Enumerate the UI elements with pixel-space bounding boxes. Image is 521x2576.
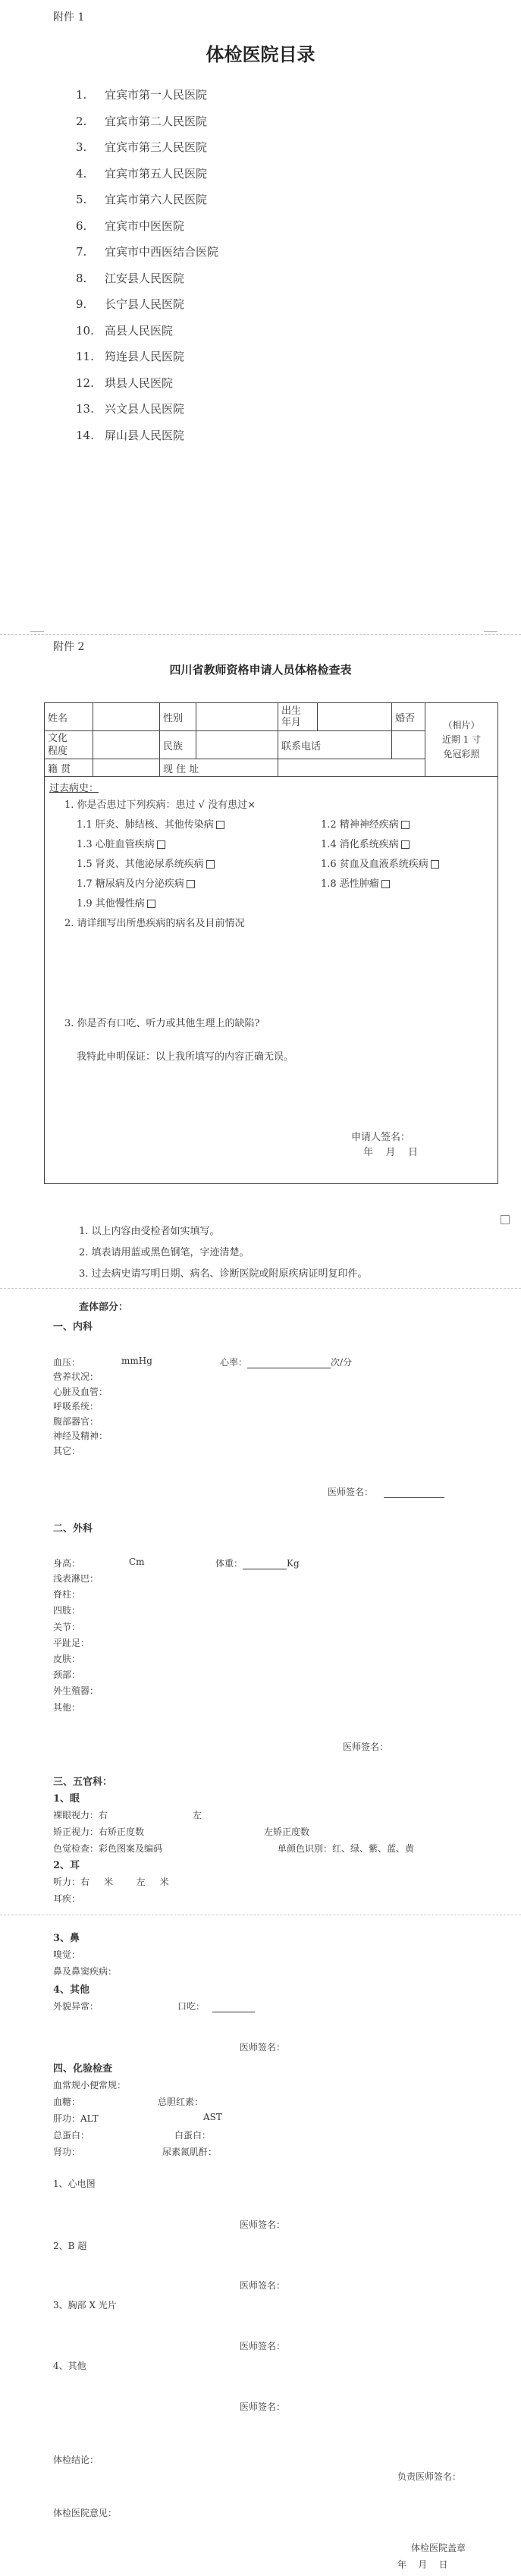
height-row: 身高： [53, 1558, 81, 1569]
exam-field: 四肢： [53, 1605, 81, 1616]
corrected-vision-left: 左矫正度数 [264, 1827, 310, 1837]
hospital-item [76, 344, 218, 370]
page-title: 体检医院目录 [206, 44, 315, 65]
hospital-item [76, 396, 218, 423]
hospital-item [76, 187, 218, 213]
exam-field: 其他： [53, 1701, 81, 1713]
hospital-name: 宜宾市第六人民医院 [105, 193, 208, 206]
chief-doctor-sign: 负责医师签名： [397, 2471, 462, 2482]
hospital-number: 9. [76, 297, 87, 311]
hospital-item [76, 291, 218, 318]
history-item: 1.6 贫血及血液系统疾病 [321, 856, 439, 870]
other-exam: 4、其他 [53, 2361, 86, 2371]
height-unit: Cm [129, 1557, 145, 1567]
ear-disease: 耳疾： [53, 1893, 81, 1904]
hospital-number: 8. [76, 271, 87, 285]
other-doctor-sign: 医师签名： [240, 2402, 286, 2412]
signature-line[interactable] [384, 1497, 444, 1498]
exam-form-table [44, 702, 498, 1184]
ear-title: 2、耳 [53, 1860, 80, 1871]
exam-field: 平趾足： [53, 1637, 90, 1648]
marriage-label: 婚否 [392, 703, 425, 731]
exam-field: 颈部： [53, 1670, 81, 1681]
blood-sugar: 血糖： [53, 2097, 81, 2107]
hospital-number: 6. [76, 218, 87, 233]
hospital-name: 宜宾市第二人民医院 [105, 114, 208, 128]
internal-doctor-sign: 医师签名： [328, 1485, 444, 1498]
eye-title: 1、眼 [53, 1793, 80, 1805]
surgery-doctor-sign: 医师签名： [343, 1742, 389, 1752]
hospital-number: 4. [76, 166, 87, 181]
conclusion: 体检结论： [53, 2455, 99, 2465]
ethnicity-field[interactable] [196, 731, 278, 759]
exam-field: 浅表淋巴： [53, 1573, 99, 1584]
history-item: 1.4 消化系统疾病 [321, 836, 410, 850]
bp-unit: mmHg [121, 1356, 152, 1366]
checkbox[interactable] [157, 840, 165, 849]
checkbox[interactable] [147, 900, 155, 908]
ast: AST [203, 2112, 222, 2122]
page-corner-mark [484, 631, 497, 634]
history-question-2: 2. 请详细写出所患疾病的病名及目前情况 [64, 918, 245, 929]
history-item: 1.5 肾炎、其他泌尿系统疾病 [77, 856, 215, 870]
seal-date: 年 月 日 [397, 2559, 448, 2570]
other-title: 4、其他 [53, 1984, 90, 1996]
sinus: 鼻及鼻窦疾病： [53, 1966, 118, 1977]
hospital-number: 1. [76, 88, 87, 102]
applicant-date: 年 月 日 [363, 1147, 419, 1158]
exam-heading: 查体部分： [79, 1302, 129, 1313]
hospital-item [76, 265, 218, 292]
hospital-name: 筠连县人民医院 [105, 350, 185, 363]
birth-label: 出生 年月 [278, 703, 318, 731]
hospital-item [76, 161, 218, 187]
hospital-opinion: 体检医院意见： [53, 2508, 118, 2518]
history-item: 1.2 精神神经疾病 [321, 816, 410, 831]
checkbox[interactable] [401, 821, 410, 829]
single-color: 单颜色识别：红、绿、紫、蓝、黄 [278, 1843, 415, 1854]
bp-row: 血压： [53, 1357, 81, 1368]
hospital-name: 高县人民医院 [105, 323, 174, 338]
xray-doctor-sign: 医师签名： [240, 2341, 286, 2351]
nose-title: 3、鼻 [53, 1933, 80, 1944]
address-label: 现 住 址 [160, 759, 278, 777]
photo-box: （相片） 近期 1 寸 免冠彩照 [425, 703, 498, 777]
exam-field: 皮肤： [53, 1654, 81, 1664]
checkbox[interactable] [381, 880, 390, 888]
applicant-sign-label: 申请人签名： [351, 1132, 411, 1143]
hearing: 听力：右 米 左 米 [53, 1877, 169, 1887]
hospital-number: 3. [76, 140, 87, 154]
name-field[interactable] [93, 703, 160, 731]
exam-field: 心脏及血管： [53, 1386, 108, 1397]
checkbox[interactable] [431, 860, 439, 869]
weight-row: 体重： Kg [215, 1558, 300, 1569]
hospital-item [76, 82, 218, 108]
phone-label: 联系电话 [278, 731, 392, 759]
hospital-name: 兴文县人民医院 [105, 402, 185, 416]
history-item: 1.7 糖尿病及内分泌疾病 [77, 875, 195, 890]
ecg-doctor-sign: 医师签名： [240, 2219, 286, 2230]
hospital-seal: 体检医院盖章 [411, 2543, 466, 2553]
urea: 尿素氮肌酐： [162, 2147, 218, 2157]
education-field[interactable] [93, 731, 160, 759]
senses-title: 三、五官科： [53, 1776, 113, 1788]
phone-field[interactable] [392, 731, 425, 759]
birth-field[interactable] [318, 703, 392, 731]
hospital-name: 珙县人民医院 [105, 375, 174, 390]
page-break [0, 634, 521, 635]
hr-row: 心率： 次/分 [220, 1357, 353, 1368]
albumin: 白蛋白： [174, 2130, 212, 2141]
exam-field: 腹部器官： [53, 1415, 99, 1427]
exam-field: 营养状况： [53, 1371, 99, 1382]
smell: 嗅觉： [53, 1949, 81, 1960]
bilirubin: 总胆红素： [158, 2097, 204, 2107]
hospital-number: 2. [76, 114, 87, 128]
checkbox[interactable] [216, 821, 224, 829]
hospital-name: 长宁县人民医院 [105, 297, 185, 311]
hospital-name: 宜宾市第一人民医院 [105, 88, 208, 102]
exam-field: 神经及精神： [53, 1431, 108, 1441]
hospital-name: 江安县人民医院 [105, 271, 185, 285]
stutter-row: 口吃： [177, 2000, 255, 2012]
kidney-function: 肾功： [53, 2147, 81, 2157]
hospital-number: 7. [76, 245, 87, 259]
liver-function: 肝功：ALT [53, 2113, 99, 2124]
naked-vision: 裸眼视力：右 [53, 1810, 108, 1820]
note: 2. 填表请用蓝或黑色钢笔，字迹清楚。 [79, 1247, 250, 1258]
checkbox[interactable] [401, 840, 410, 849]
hospital-name: 宜宾市中西医结合医院 [105, 245, 219, 259]
hospital-list [76, 82, 218, 448]
hospital-item [76, 423, 218, 449]
note: 3. 过去病史请写明日期、病名、诊断医院或附原疾病证明复印件。 [79, 1268, 368, 1280]
history-item: 1.9 其他慢性病 [77, 895, 155, 909]
page-corner-mark [30, 631, 44, 634]
total-protein: 总蛋白： [53, 2130, 90, 2141]
bscan: 2、B 超 [53, 2241, 87, 2251]
history-item: 1.1 肝炎、肺结核、其他传染病 [77, 816, 224, 831]
hospital-name: 宜宾市第三人民医院 [105, 140, 208, 154]
page-break [0, 1288, 521, 1289]
hospital-number: 10. [76, 323, 94, 338]
hospital-item [76, 134, 218, 161]
address-field[interactable] [278, 759, 425, 777]
education-label: 文化 程度 [45, 731, 93, 759]
ecg: 1、心电图 [53, 2179, 96, 2189]
bscan-doctor-sign: 医师签名： [240, 2280, 286, 2291]
native-field[interactable] [93, 759, 160, 777]
internal-title: 一、内科 [53, 1321, 93, 1333]
table-resize-handle[interactable] [501, 1215, 510, 1224]
senses-doctor-sign: 医师签名： [240, 2042, 286, 2053]
history-heading: 过去病史： [49, 783, 99, 794]
name-label: 姓名 [45, 703, 93, 731]
corrected-vision: 矫正视力：右矫正度数 [53, 1827, 145, 1837]
hospital-number: 5. [76, 193, 87, 206]
gender-label: 性别 [160, 703, 196, 731]
exam-field: 其它： [53, 1445, 81, 1456]
native-label: 籍 贯 [45, 759, 93, 777]
lab-routine: 血常规小便常规： [53, 2080, 127, 2091]
hospital-number: 13. [76, 402, 94, 416]
hospital-number: 11. [76, 350, 94, 363]
annex2-label: 附件 2 [53, 641, 85, 653]
naked-vision-left: 左 [193, 1810, 202, 1820]
surgery-title: 二、外科 [53, 1523, 93, 1535]
annex1-label: 附件 1 [53, 11, 85, 24]
exam-field: 外生殖器： [53, 1685, 99, 1697]
history-question-3: 3. 你是否有口吃、听力或其他生理上的缺陷? [64, 1018, 260, 1029]
hospital-number: 14. [76, 428, 94, 442]
hospital-item [76, 213, 218, 240]
checkbox[interactable] [187, 880, 195, 888]
hospital-item [76, 370, 218, 397]
hospital-name: 宜宾市中医医院 [105, 218, 185, 233]
lab-title: 四、化验检查 [53, 2063, 113, 2075]
face-abnormal: 外貌异常： [53, 2001, 99, 2012]
exam-field: 脊柱： [53, 1589, 81, 1601]
checkbox[interactable] [206, 860, 215, 869]
hospital-item [76, 239, 218, 265]
hospital-name: 屏山县人民医院 [105, 428, 185, 442]
color-vision: 色觉检查：彩色图案及编码 [53, 1843, 163, 1854]
note: 1. 以上内容由受检者如实填写。 [79, 1226, 220, 1237]
exam-field: 呼吸系统： [53, 1401, 99, 1412]
hospital-item [76, 108, 218, 135]
hospital-number: 12. [76, 375, 94, 390]
xray: 3、胸部 X 光片 [53, 2300, 117, 2311]
history-question-1: 1. 你是否患过下列疾病：患过 √ 没有患过× [64, 800, 256, 811]
history-section [45, 777, 498, 1184]
exam-field: 关节： [53, 1621, 81, 1632]
gender-field[interactable] [196, 703, 278, 731]
ethnicity-label: 民族 [160, 731, 196, 759]
form-title: 四川省教师资格申请人员体格检查表 [169, 663, 352, 677]
declaration: 我特此申明保证：以上我所填写的内容正确无误。 [77, 1051, 294, 1063]
history-item: 1.8 恶性肿瘤 [321, 875, 390, 890]
history-item: 1.3 心脏血管疾病 [77, 836, 165, 850]
hospital-item [76, 318, 218, 344]
hospital-name: 宜宾市第五人民医院 [105, 166, 208, 181]
